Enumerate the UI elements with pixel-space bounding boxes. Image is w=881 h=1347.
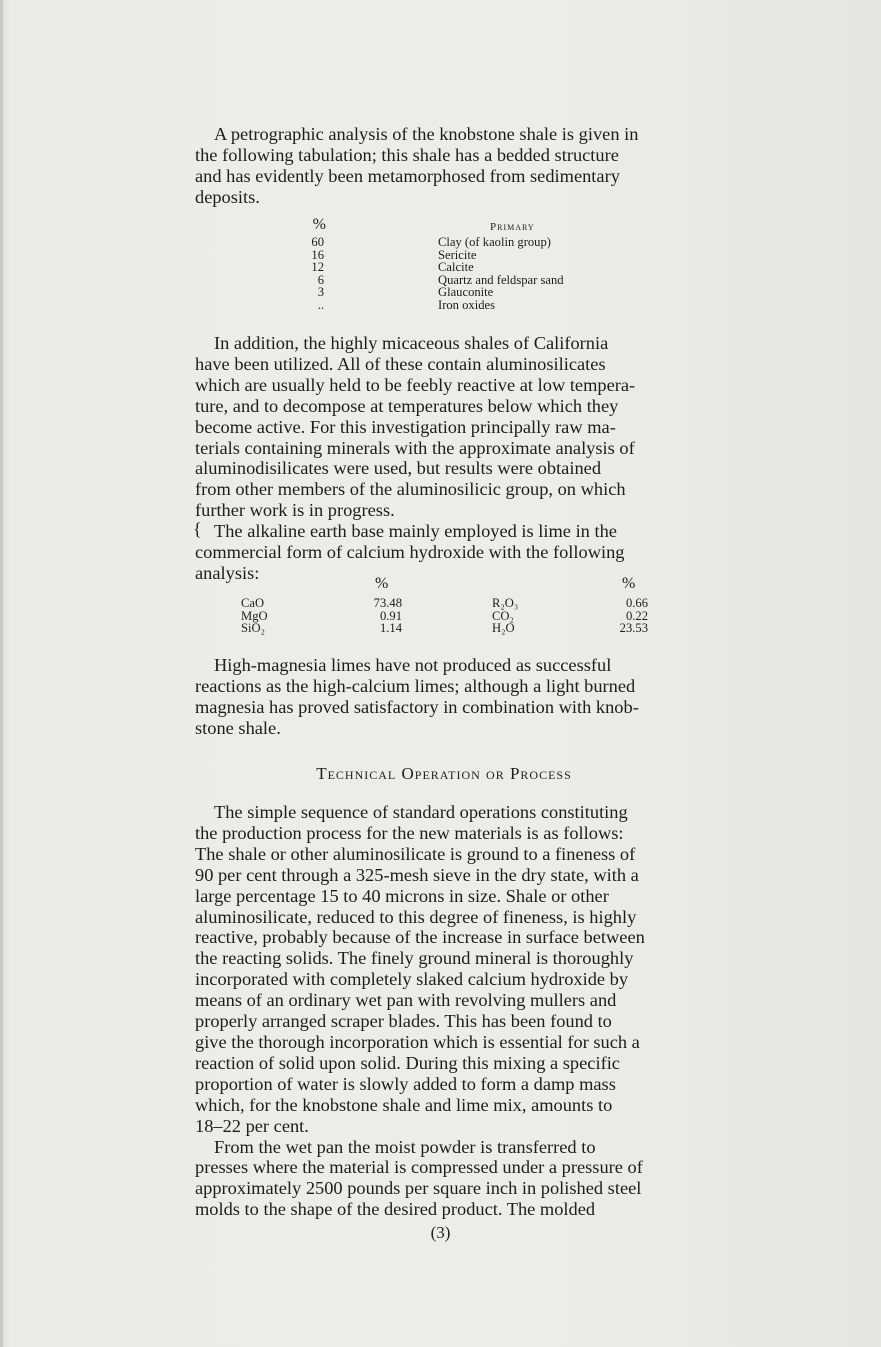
line: The simple sequence of standard operations constituting	[214, 802, 628, 822]
margin-bracket-mark: {	[193, 519, 202, 539]
line: proportion of water is slowly added to form a damp mass	[195, 1073, 616, 1094]
section-heading: Technical Operation or Process	[316, 764, 572, 783]
line: large percentage 15 to 40 microns in size. Shale or other	[195, 885, 609, 906]
page-number: (3)	[430, 1223, 451, 1242]
line: give the thorough incorporation which is essential for such a	[195, 1031, 640, 1052]
line: presses where the material is compressed under a pressure of	[195, 1157, 643, 1178]
line: terials containing minerals with the approximate analysis of	[195, 437, 635, 458]
lime-pct-header-right: %	[622, 575, 636, 592]
lime-value: 73.48	[373, 596, 402, 610]
line: In addition, the highly micaceous shales of California	[214, 333, 609, 353]
line: ture, and to decompose at temperatures below which they	[195, 395, 619, 416]
mineral-pct: ..	[317, 298, 324, 312]
line: have been utilized. All of these contain aluminosilicates	[195, 353, 606, 374]
mineral-pct-header: %	[312, 216, 326, 233]
line: High-magnesia limes have not produced as successful	[214, 655, 612, 675]
paragraph-high-magnesia	[195, 655, 693, 739]
line: aluminodisilicates were used, but results were obtained	[195, 458, 602, 479]
lime-component: R₂O₃	[492, 596, 519, 610]
line: 90 per cent through a 325-mesh sieve in the dry state, with a	[195, 864, 639, 885]
lime-component: H₂O	[492, 621, 515, 636]
lime-value: 23.53	[619, 621, 648, 636]
line: reactive, probably because of the increase in surface between	[195, 927, 645, 948]
line: magnesia has proved satisfactory in combination with knob-	[195, 696, 639, 717]
lime-value: 0.66	[625, 596, 648, 610]
mineral-name: Iron oxides	[438, 298, 496, 312]
mineral-pct: 6	[317, 272, 324, 287]
mineral-name: Sericite	[438, 247, 477, 262]
lime-value: 1.14	[379, 621, 402, 636]
line: 18–22 per cent.	[195, 1115, 309, 1136]
line: commercial form of calcium hydroxide with the following	[195, 542, 625, 563]
mineral-pct: 3	[317, 285, 324, 300]
mineral-pct: 60	[311, 235, 324, 249]
lime-component: MgO	[241, 608, 268, 623]
line: incorporated with completely slaked calcium hydroxide by	[195, 969, 629, 990]
mineral-pct: 16	[311, 247, 324, 262]
line: aluminosilicate, reduced to this degree of fineness, is highly	[195, 906, 637, 927]
line: The shale or other aluminosilicate is ground to a fineness of	[195, 843, 636, 864]
line: properly arranged scraper blades. This has been found to	[195, 1011, 612, 1032]
mineral-name: Clay (of kaolin group)	[438, 235, 551, 249]
line: become active. For this investigation principally raw ma-	[195, 416, 616, 437]
mineral-name: Quartz and feldspar sand	[438, 272, 564, 287]
lime-component: CaO	[241, 596, 265, 610]
line: The alkaline earth base mainly employed is lime in the	[214, 521, 617, 542]
paragraph-intro	[195, 124, 693, 208]
mineral-col-header: Primary	[490, 221, 535, 233]
mineral-name: Calcite	[438, 260, 474, 275]
line: stone shale.	[195, 717, 281, 738]
line: from other members of the aluminosilicic group, on which	[195, 479, 626, 500]
line: the following tabulation; this shale has a bedded structure	[195, 144, 619, 165]
line: further work is in progress.	[195, 500, 395, 521]
line: which, for the knobstone shale and lime mix, amounts to	[195, 1094, 613, 1115]
line: reaction of solid upon solid. During this mixing a specific	[195, 1052, 620, 1073]
line: the reacting solids. The finely ground mineral is thoroughly	[195, 948, 634, 969]
lime-value: 0.91	[379, 608, 402, 623]
lime-component: SiO₂	[241, 621, 265, 636]
paragraph-california	[195, 333, 693, 584]
page-binding-edge	[0, 0, 3, 1347]
line: and has evidently been metamorphosed from sedimentary	[195, 165, 620, 186]
line: reactions as the high-calcium limes; although a light burned	[195, 675, 636, 696]
line: approximately 2500 pounds per square inch in polished steel	[195, 1178, 642, 1199]
mineral-pct: 12	[311, 260, 324, 275]
mineral-name: Glauconite	[438, 285, 494, 300]
line: deposits.	[195, 186, 260, 207]
line: From the wet pan the moist powder is transferred to	[214, 1136, 596, 1157]
lime-pct-header-left: %	[375, 575, 389, 592]
line: A petrographic analysis of the knobstone shale is given in	[214, 124, 639, 144]
line: which are usually held to be feebly reactive at low tempera-	[195, 374, 636, 395]
line: analysis:	[195, 562, 260, 583]
paragraph-process	[195, 802, 693, 1220]
lime-value: 0.22	[625, 608, 648, 623]
lime-component: CO₂	[492, 608, 514, 623]
line: molds to the shape of the desired product. The molded	[195, 1199, 596, 1220]
line: means of an ordinary wet pan with revolving mullers and	[195, 990, 617, 1011]
line: the production process for the new materials is as follows:	[195, 822, 624, 843]
